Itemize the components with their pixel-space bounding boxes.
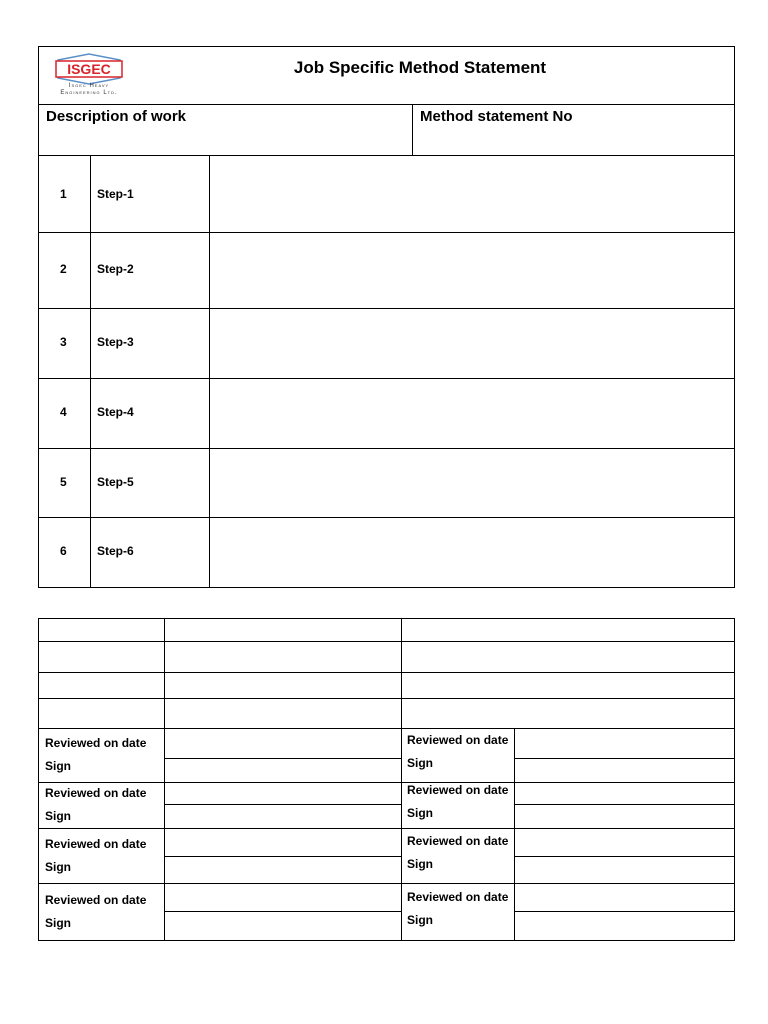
logo-brand: ISGEC	[67, 61, 111, 77]
step-description-field[interactable]	[210, 156, 734, 232]
step-number: 1	[60, 187, 67, 201]
step-description-field[interactable]	[210, 309, 734, 378]
reviewed-date-field[interactable]	[165, 783, 401, 804]
step-label: Step-2	[97, 262, 134, 276]
reviewed-on-date-label: Reviewed on date	[407, 783, 509, 797]
reviewed-on-date-label: Reviewed on date	[45, 893, 147, 907]
sign-label: Sign	[407, 806, 433, 820]
sign-field[interactable]	[515, 857, 734, 883]
reviewed-on-date-label: Reviewed on date	[407, 733, 509, 747]
sign-field[interactable]	[165, 805, 401, 828]
sign-label: Sign	[45, 809, 71, 823]
page-title: Job Specific Method Statement	[293, 58, 547, 77]
sign-label: Sign	[407, 857, 433, 871]
step-description-field[interactable]	[210, 518, 734, 587]
reviewed-date-field[interactable]	[165, 829, 401, 856]
reviewed-on-date-label: Reviewed on date	[45, 837, 147, 851]
sign-label: Sign	[45, 860, 71, 874]
description-of-work-field[interactable]	[39, 128, 411, 154]
step-label: Step-3	[97, 335, 134, 349]
step-description-field[interactable]	[210, 233, 734, 308]
step-number: 5	[60, 475, 67, 489]
reviewed-on-date-label: Reviewed on date	[45, 786, 147, 800]
description-of-work-label: Description of work	[46, 108, 187, 125]
step-label: Step-5	[97, 475, 134, 489]
sign-field[interactable]	[165, 912, 401, 940]
sign-field[interactable]	[515, 912, 734, 940]
reviewed-on-date-label: Reviewed on date	[45, 736, 147, 750]
company-logo	[44, 52, 134, 100]
reviewed-date-field[interactable]	[515, 783, 734, 804]
reviewed-date-field[interactable]	[515, 829, 734, 856]
step-label: Step-6	[97, 544, 134, 558]
logo-line1: Isgec Heavy	[68, 83, 110, 89]
reviewed-on-date-label: Reviewed on date	[407, 834, 509, 848]
reviewed-date-field[interactable]	[515, 729, 734, 758]
method-statement-no-label: Method statement No	[420, 108, 573, 125]
step-number: 2	[60, 262, 67, 276]
step-number: 3	[60, 335, 67, 349]
sign-field[interactable]	[515, 805, 734, 828]
step-number: 6	[60, 544, 67, 558]
sign-label: Sign	[45, 916, 71, 930]
logo-line2: Engineering Ltd.	[60, 90, 118, 96]
step-label: Step-4	[97, 405, 134, 419]
step-description-field[interactable]	[210, 379, 734, 448]
reviewed-date-field[interactable]	[165, 729, 401, 758]
sign-label: Sign	[407, 756, 433, 770]
sign-label: Sign	[45, 759, 71, 773]
reviewed-on-date-label: Reviewed on date	[407, 890, 509, 904]
method-statement-no-field[interactable]	[413, 128, 733, 154]
step-description-field[interactable]	[210, 449, 734, 517]
sign-field[interactable]	[165, 759, 401, 782]
step-label: Step-1	[97, 187, 134, 201]
reviewed-date-field[interactable]	[165, 884, 401, 911]
reviewed-date-field[interactable]	[515, 884, 734, 911]
step-number: 4	[60, 405, 67, 419]
sign-label: Sign	[407, 913, 433, 927]
sign-field[interactable]	[165, 857, 401, 883]
sign-field[interactable]	[515, 759, 734, 782]
